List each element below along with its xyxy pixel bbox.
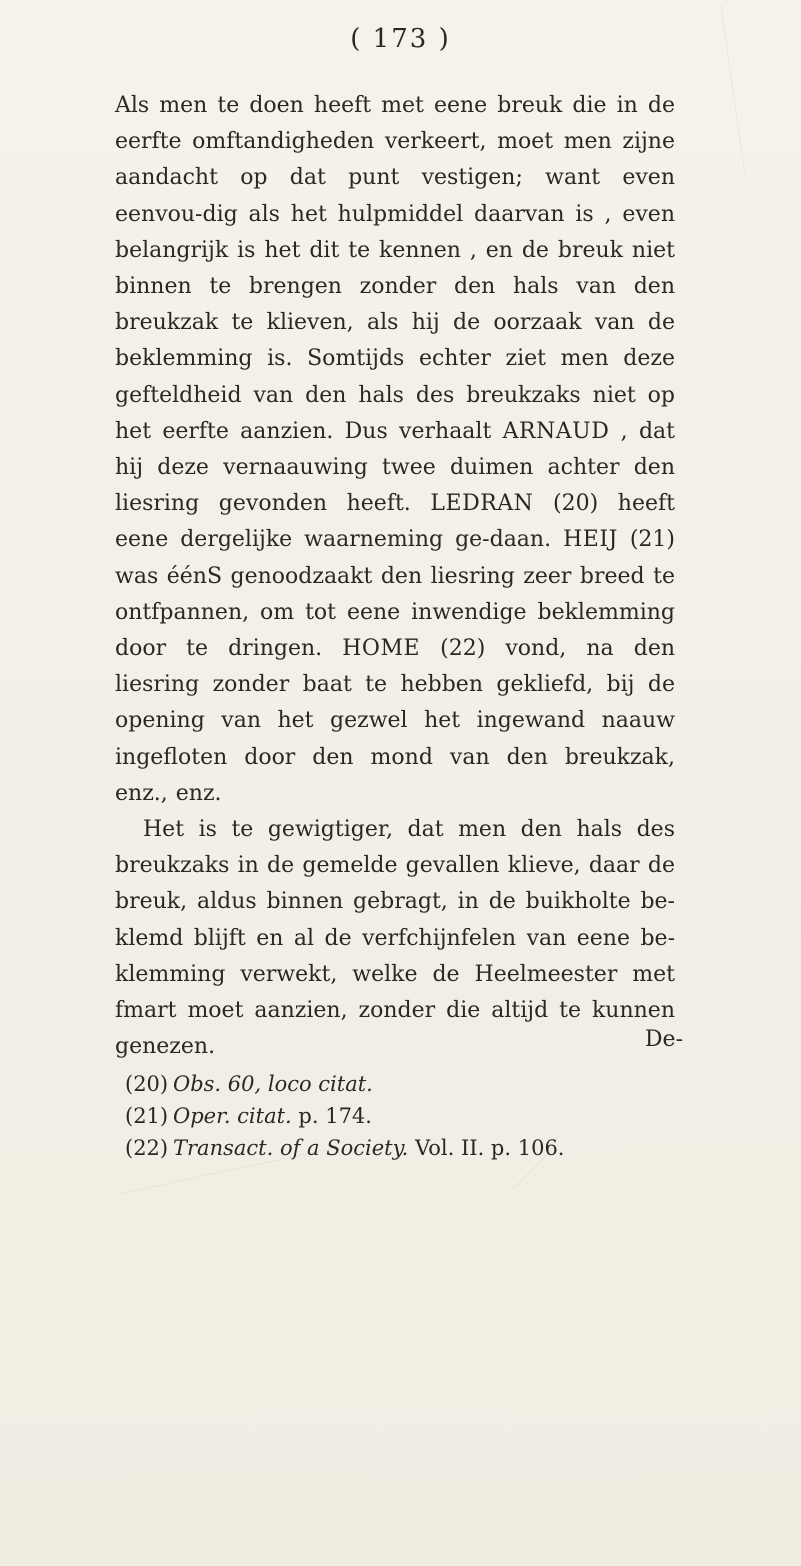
author-arnaud: ARNAUD <box>502 418 610 444</box>
footnote-text: Obs. 60, loco citat. <box>173 1072 373 1096</box>
footnotes-block <box>125 1068 685 1164</box>
paragraph-1 <box>115 88 675 812</box>
author-home: HOME <box>342 636 421 662</box>
footnote-citation-title: Oper. citat. <box>173 1104 292 1128</box>
footnote-mark: (21) <box>125 1104 169 1128</box>
paragraph-2: Het is te gewigtiger, dat men den hals des breukzaks in de gemelde gevallen klieve, daar de breuk, aldus binnen gebragt, in de buikholte be-klemd blijft en al de verfchijnfelen van eene be-klemming verwekt, welke de Heelmeester met fmart moet aanzien, zonder die altijd te kunnen genezen. <box>115 817 675 1060</box>
paragraph-1-text: , dat hij deze vernaauwing twee duimen achter den liesring gevonden heeft. <box>115 418 675 517</box>
footnote-citation-detail: Vol. II. p. 106. <box>408 1136 565 1160</box>
footnote-text <box>173 1132 685 1164</box>
footnote-citation-title: Transact. of a Society. <box>173 1136 409 1160</box>
catchword: De- <box>644 1027 683 1052</box>
paragraph-1-text: Als men te doen heeft met eene breuk die in de eerfte omftandigheden verkeert, moet men zijne aandacht op dat punt vestigen; want even eenvou-dig als het hulpmiddel daarvan is , even belangrijk is het dit te kennen , en de breuk niet binnen te brengen zonder den hals van den breukzak te klieven, als hij de oorzaak van de beklemming is. Somtijds echter ziet men deze gefteldheid van den hals des breukzaks niet op het eerfte aanzien. Dus verhaalt <box>115 93 675 444</box>
paragraph-1-text: (22) vond, na den liesring zonder baat te hebben gekliefd, bij de opening van het gezwel het ingewand naauw ingefloten door den mond van den breukzak, enz., enz. <box>115 636 676 806</box>
paragraph-1-text: (21) was éénS genoodzaakt den liesring zeer breed te ontfpannen, om tot eene inwendige beklemming door te dringen. <box>115 527 675 662</box>
author-ledran: LEDRAN <box>430 491 534 517</box>
page-number: ( 173 ) <box>350 24 451 54</box>
paragraph-1-text: (20) heeft eene dergelijke waarneming ge-daan. <box>115 491 675 553</box>
footnote-20 <box>125 1068 685 1100</box>
footnote-22 <box>125 1132 685 1164</box>
footnote-text <box>173 1100 685 1132</box>
footnote-mark: (20) <box>125 1072 169 1096</box>
footnote-citation-detail: p. 174. <box>291 1104 372 1128</box>
main-text-block <box>115 88 675 1065</box>
author-heij: HEIJ <box>563 527 618 553</box>
footnote-mark: (22) <box>125 1136 169 1160</box>
footnote-21 <box>125 1100 685 1132</box>
